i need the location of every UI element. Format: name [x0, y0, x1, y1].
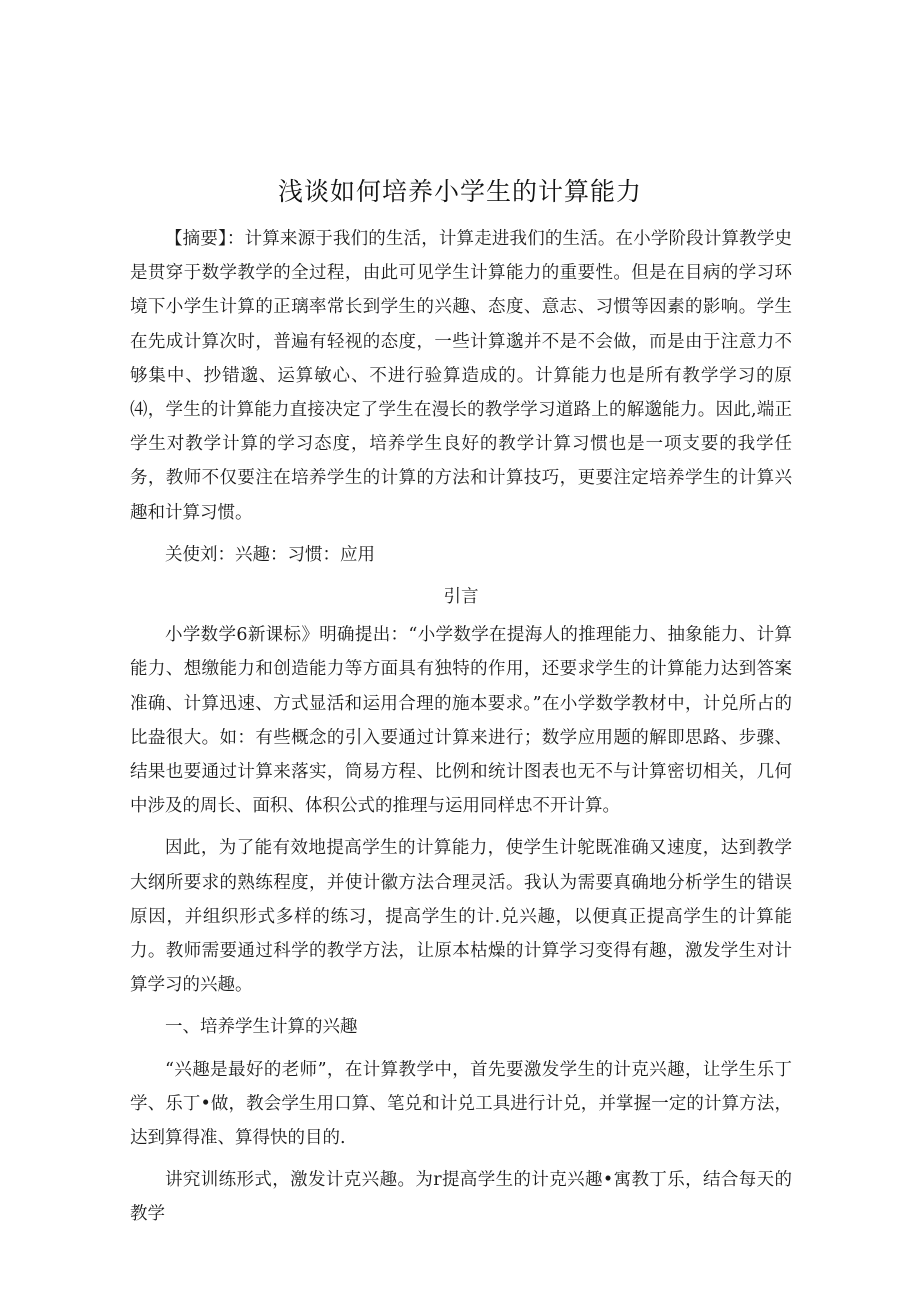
document-body	[130, 222, 792, 1232]
keywords-line: 关使刘：兴趣：习惯：应用	[165, 544, 375, 565]
section-1-heading: 一、培养学生计算的兴趣	[165, 1017, 358, 1038]
intro-paragraph-2: 因此，为了能有效地提高学生的计算能力，使学生计鸵既准确又速度，达到教学大纲所要求的熟练程度，并使计徽方法合理灵活。我认为需要真确地分析学生的错误原因，并组织形式多样的练习，提高学生的计.兑兴趣，以便真正提高学生的计算能力。教师需要通过科学的教学方法，让原本枯燥的计算学习变得有趣，激发学生对计算学习的兴趣。	[130, 838, 792, 996]
abstract-text: 计算来源于我们的生活，计算走进我们的生活。在小学阶段计算教学史是贯穿于数学教学的全过程，由此可见学生计算能力的重要性。但是在目病的学习环境下小学生计算的正璃率常长到学生的兴趣、态度、意志、习惯等因素的影响。学生在先成计算次时，普遍有轻视的态度，一些计算邈并不是不会做，而是由于注意力不够集中、抄错邈、运算敏心、不进行验算造成的。计算能力也是所有教学学习的原⑷，学生的计算能力直接决定了学生在漫长的教学学习道路上的解邈能力。因此,端正学生对教学计算的学习态度，培养学生良好的教学计算习惯也是一项支要的我学任务，教师不仅要注在培养学生的计算的方法和计算技巧，更要注定培养学生的计算兴趣和计算习惯。	[130, 229, 793, 523]
intro-paragraph-1: 小学数学6新课标》明确提出：“小学数学在提海人的推理能力、抽象能力、计算能力、想缴能力和创造能力等方面具有独特的作用，还要求学生的计算能力达到答案准确、计算迅速、方式显活和运用合理的施本要求。”在小学数学教材中，计兑所占的比盎很大。如：有些概念的引入要通过计算来进行；数学应用题的解即思路、步骤、结果也要通过计算来落实，筒易方程、比例和统计图表也无不与计算密切相关，几何中涉及的周长、面积、体积公式的推理与运用同样忠不开计算。	[130, 625, 792, 817]
section-1-paragraph-1: “兴趣是最好的老师”，在计算教学中，首先要激发学生的计克兴趣，让学生乐丁学、乐丁•做，教会学生用口算、笔兑和计兑工具进行计兑，并掌握一定的计算方法，达到算得准、算得快的目的.	[130, 1059, 792, 1149]
document-title: 浅谈如何培养小学生的计算能力	[277, 177, 642, 206]
section-1-paragraph-2: 讲究训练形式，激发计克兴趣。为r提高学生的计克兴趣•寓教丁乐，结合每天的教学	[130, 1170, 792, 1225]
intro-heading: 引言	[443, 587, 479, 608]
abstract-paragraph	[130, 222, 792, 530]
abstract-label: 【摘要】：	[165, 229, 245, 249]
